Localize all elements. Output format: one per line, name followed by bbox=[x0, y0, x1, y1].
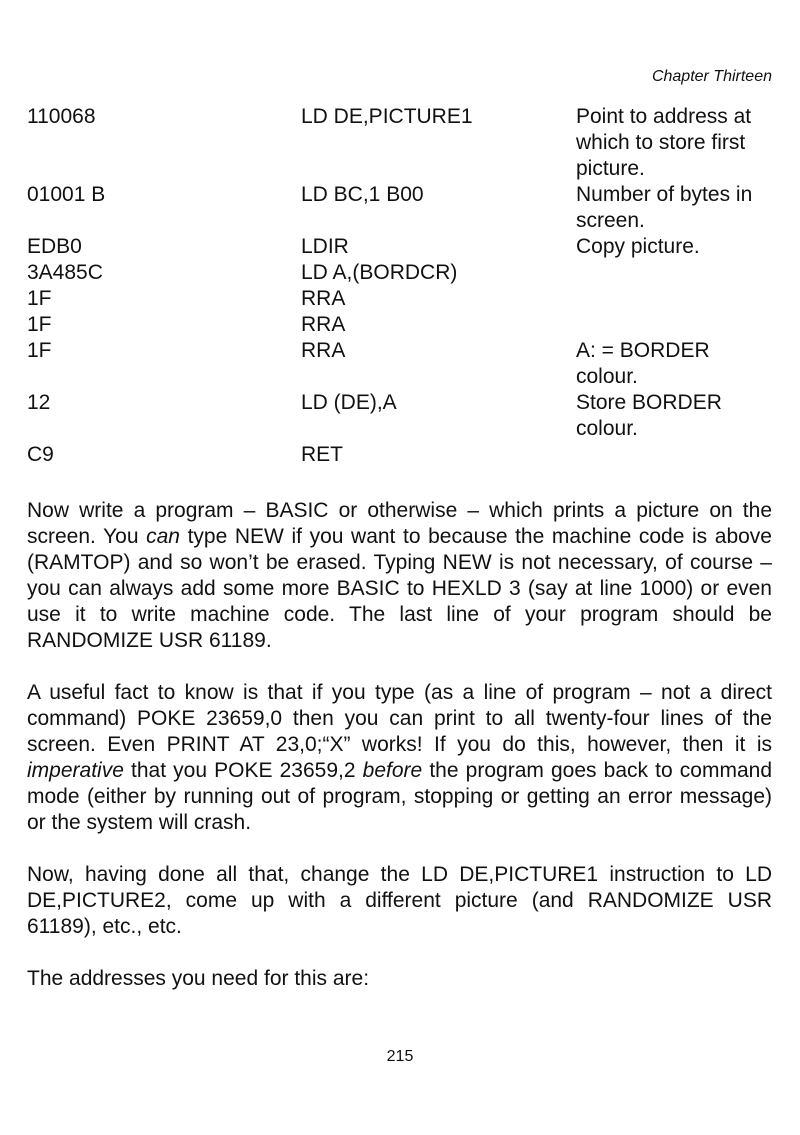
text-run: Now write a program – BASIC or otherwise – which prints a picture on the screen. You bbox=[27, 499, 772, 548]
hex-code: C9 bbox=[27, 443, 54, 466]
instruction: RRA bbox=[301, 339, 346, 362]
text-run: the program goes back to command mode (either by running out of program, stopping or getting an error message) or the system will crash. bbox=[27, 759, 772, 834]
code-row bbox=[27, 104, 772, 182]
comment bbox=[576, 286, 772, 312]
instruction: LD A,(BORDCR) bbox=[301, 261, 458, 284]
paragraph-addresses: The addresses you need for this are: bbox=[27, 967, 370, 990]
comment: Copy picture. bbox=[576, 235, 700, 258]
code-row bbox=[27, 182, 772, 234]
code-row bbox=[27, 390, 772, 442]
code-row bbox=[27, 338, 772, 390]
instruction: RET bbox=[301, 443, 343, 466]
paragraph-poke-fact bbox=[27, 680, 772, 836]
hex-code: 110068 bbox=[27, 105, 96, 128]
code-listing bbox=[27, 104, 772, 468]
emphasis-can: can bbox=[146, 525, 180, 548]
hex-code: 3A485C bbox=[27, 261, 103, 284]
code-row bbox=[27, 260, 772, 286]
text-run: type NEW if you want to because the machine code is above (RAMTOP) and so won’t be erased. Typing NEW is not necessary, of course – you can always add some more BASIC to HEXLD 3 (say at line 1000) or even use it to write machine code. The last line of your program should be RANDOMIZE USR 61189. bbox=[27, 525, 772, 652]
chapter-header: Chapter Thirteen bbox=[651, 68, 772, 85]
instruction: LD (DE),A bbox=[301, 391, 397, 414]
text-run: that you POKE 23659,2 bbox=[123, 759, 363, 782]
comment: Point to address at which to store first picture. bbox=[576, 105, 752, 180]
paragraph-basic-program bbox=[27, 498, 772, 654]
hex-code: 1F bbox=[27, 339, 52, 362]
emphasis-imperative: imperative bbox=[27, 759, 124, 782]
comment bbox=[576, 260, 772, 286]
comment bbox=[576, 312, 772, 338]
comment bbox=[576, 442, 772, 468]
code-row bbox=[27, 286, 772, 312]
instruction: RRA bbox=[301, 313, 346, 336]
page-number: 215 bbox=[386, 1048, 414, 1065]
hex-code: 1F bbox=[27, 287, 52, 310]
hex-code: 1F bbox=[27, 313, 52, 336]
hex-code: EDB0 bbox=[27, 235, 82, 258]
instruction: LD BC,1 B00 bbox=[301, 183, 424, 206]
code-row bbox=[27, 234, 772, 260]
comment: Number of bytes in screen. bbox=[576, 183, 753, 232]
text-run: A useful fact to know is that if you type (as a line of program – not a direct command) POKE 23659,0 then you can print to all twenty-four lines of the screen. Even PRINT AT 23,0;“X” works! If you do this, however, then it is bbox=[27, 681, 772, 756]
instruction: LD DE,PICTURE1 bbox=[301, 105, 473, 128]
hex-code: 01001 B bbox=[27, 183, 106, 206]
instruction: RRA bbox=[301, 287, 346, 310]
paragraph-picture2: Now, having done all that, change the LD DE,PICTURE1 instruction to LD DE,PICTURE2, come up with a different picture (and RANDOMIZE USR 61189), etc., etc. bbox=[27, 863, 772, 938]
comment: A: = BORDER colour. bbox=[576, 339, 710, 388]
code-row bbox=[27, 442, 772, 468]
hex-code: 12 bbox=[27, 391, 51, 414]
code-row bbox=[27, 312, 772, 338]
instruction: LDIR bbox=[301, 235, 349, 258]
body-text bbox=[27, 498, 772, 1018]
comment: Store BORDER colour. bbox=[576, 391, 722, 440]
emphasis-before: before bbox=[362, 759, 423, 782]
